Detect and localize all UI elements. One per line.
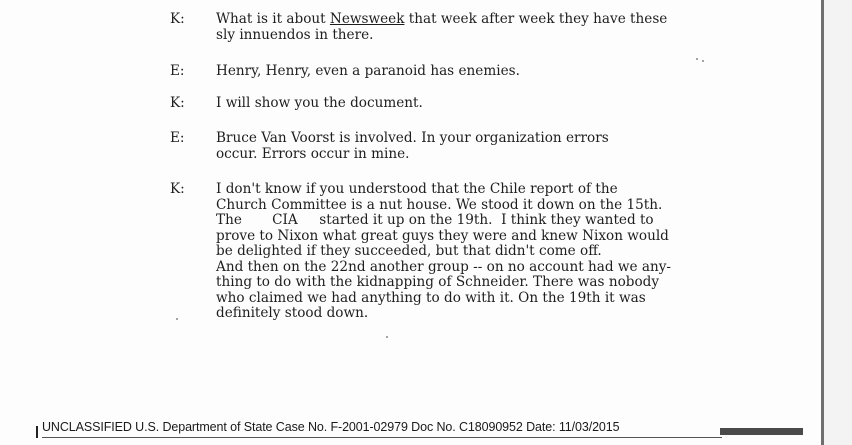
scan-speck: [696, 58, 698, 60]
speaker-label: K:: [170, 95, 185, 111]
text-line: occur. Errors occur in mine.: [216, 145, 410, 162]
text-line: who claimed we had anything to do with it. On the 19th it was: [216, 289, 646, 306]
publication-title: Newsweek: [329, 11, 405, 27]
turn-text: [216, 64, 736, 80]
text-line: prove to Nixon what great guys they were and knew Nixon would: [216, 227, 669, 244]
text-line: And then on the 22nd another group -- on no account had we any-: [216, 258, 671, 275]
declassification-footer: UNCLASSIFIED U.S. Department of State Case No. F-2001-02979 Doc No. C18090952 Date: 11/03/2015: [42, 420, 620, 434]
footer-bar: [720, 428, 803, 435]
text-line: I will show you the document.: [216, 95, 423, 111]
text-line: The CIA started it up on the 19th. I think they wanted to: [216, 212, 654, 228]
speaker-label: E:: [170, 130, 185, 146]
scan-speck: [386, 336, 388, 338]
text-line: Church Committee is a nut house. We stood it down on the 15th.: [216, 196, 663, 213]
text-line: definitely stood down.: [216, 305, 369, 321]
scan-speck: [702, 60, 704, 62]
footer-tick-mark: [36, 426, 38, 438]
speaker-label: K:: [170, 181, 185, 197]
scan-speck: [176, 318, 178, 320]
footer-rule: [42, 437, 722, 438]
speaker-label: K:: [170, 11, 185, 27]
page-right-border: [821, 0, 824, 445]
text-line: be delighted if they succeeded, but that didn't come off.: [216, 243, 602, 259]
turn-text: [216, 131, 736, 162]
turn-text: [216, 12, 736, 43]
turn-text: [216, 96, 736, 112]
speaker-label: E:: [170, 63, 185, 79]
text-line: sly innuendos in there.: [216, 26, 374, 43]
text-line: Bruce Van Voorst is involved. In your organization errors: [216, 130, 609, 146]
page-edge-shadow: [824, 0, 852, 445]
text-line: What is it about Newsweek that week after week they have these: [216, 11, 668, 27]
text-line: Henry, Henry, even a paranoid has enemies.: [216, 63, 520, 79]
text-line: I don't know if you understood that the Chile report of the: [216, 181, 618, 197]
text-line: thing to do with the kidnapping of Schneider. There was nobody: [216, 274, 660, 290]
turn-text: [216, 182, 736, 322]
